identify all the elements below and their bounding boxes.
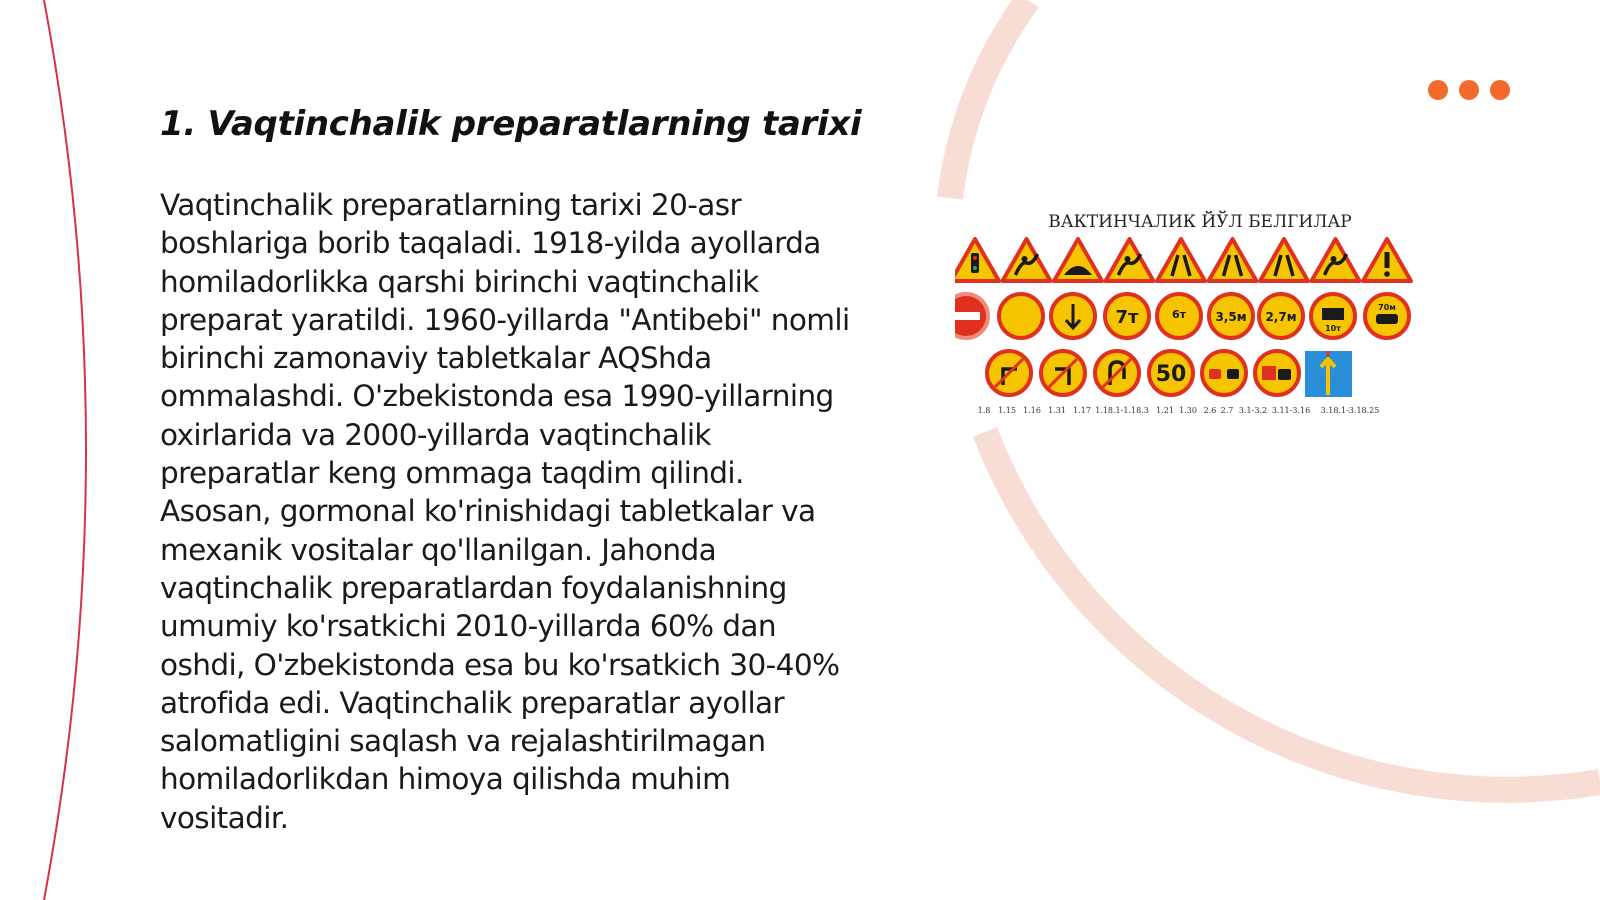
round-sign: [999, 294, 1043, 338]
sign-code: 3.1-3.2: [1238, 406, 1268, 415]
prohibition-signs-row: [955, 294, 1409, 338]
light-dot: [973, 256, 977, 260]
hazard-dot: [1022, 256, 1028, 262]
speed-limit-label: 50: [1155, 362, 1187, 387]
truck-icon: [1262, 366, 1276, 380]
sign-code: 1.8: [977, 406, 991, 415]
dot: [1490, 80, 1510, 100]
exclamation-dot: [1384, 271, 1390, 277]
car-icon: [1376, 314, 1398, 324]
car-icon: [1278, 369, 1291, 380]
sign-height-label: 3,5м: [1215, 310, 1247, 324]
sign-distance-label: 70м: [1378, 303, 1396, 312]
sign-code: 2.6: [1203, 406, 1217, 415]
sign-code: 2.7: [1220, 406, 1234, 415]
exclamation-icon: [1385, 252, 1390, 268]
sign-width-label: 2,7м: [1265, 310, 1297, 324]
menu-dots-icon[interactable]: [1428, 80, 1510, 100]
round-sign: [1202, 351, 1246, 395]
slide-body-text: Vaqtinchalik preparatlarning tarixi 20-asr boshlariga borib taqaladi. 1918-yilda ayollarda homiladorlikka qarshi birinchi vaqtinchalik preparat yaratildi. 1960-yillarda "Antibebi" nomli birinchi zamonaviy tabletkalar AQShda ommalashdi. O'zbekistonda esa 1990-yillarning oxirlarida va 2000-yillarda vaqtinchalik preparatlar keng ommaga taqdim qilindi. Asosan, gormonal ko'rinishidagi tabletkalar va mexanik vositalar qo'llanilgan. Jahonda vaqtinchalik preparatlardan foydalanishning umumiy ko'rsatkichi 2010-yillarda 60% dan oshdi, O'zbekistonda esa bu ko'rsatkich 30-40% atrofida edi. Vaqtinchalik preparatlar ayollar salomatligini saqlash va rejalashtirilmagan homiladorlikdan himoya qilishda muhim vositadir.: [160, 188, 850, 835]
direction-signs-row: [987, 351, 1352, 397]
sign-code: 3.11-3.16: [1271, 406, 1311, 415]
car-icon: [1227, 369, 1239, 379]
truck-icon: [1322, 308, 1344, 320]
hazard-dot: [1331, 256, 1337, 262]
sign-code: 1.31: [1048, 406, 1066, 415]
sign-weight-label: 7т: [1115, 307, 1139, 328]
sign-code: 1.16: [1023, 406, 1041, 415]
sign-code: 1.15: [998, 406, 1016, 415]
warning-signs-row: [955, 239, 1411, 281]
sign-code: 1.30: [1179, 406, 1197, 415]
sign-code: 1.18.1-1.18.3: [1095, 406, 1149, 415]
car-icon: [1209, 369, 1221, 379]
sign-code: 3.18.1-3.18.25: [1320, 406, 1380, 415]
sign-codes-row: [978, 406, 1380, 415]
sign-code: 1.17: [1073, 406, 1091, 415]
hazard-dot: [1125, 256, 1131, 262]
warning-triangle-sign: [1260, 239, 1308, 281]
ring-arc-top: [950, 0, 1028, 198]
road-signs-image: [955, 205, 1435, 430]
warning-triangle-sign: [1157, 239, 1205, 281]
light-dot: [973, 266, 977, 270]
left-accent-curve: [44, 0, 86, 900]
dot: [1428, 80, 1448, 100]
slide-title: 1. Vaqtinchalik preparatlarning tarixi: [160, 104, 862, 144]
sign-code: 1.21: [1156, 406, 1174, 415]
ring-arc-bottom: [985, 432, 1600, 790]
no-entry-bar: [955, 312, 980, 320]
round-sign: [1255, 351, 1299, 395]
sign-weight-label: 10т: [1325, 324, 1341, 333]
signs-caption: ВАКТИНЧАЛИК ЙЎЛ БЕЛГИЛАР: [1048, 212, 1352, 232]
dot: [1459, 80, 1479, 100]
sign-weight-label: 6т: [1171, 308, 1187, 321]
warning-triangle-sign: [1209, 239, 1257, 281]
